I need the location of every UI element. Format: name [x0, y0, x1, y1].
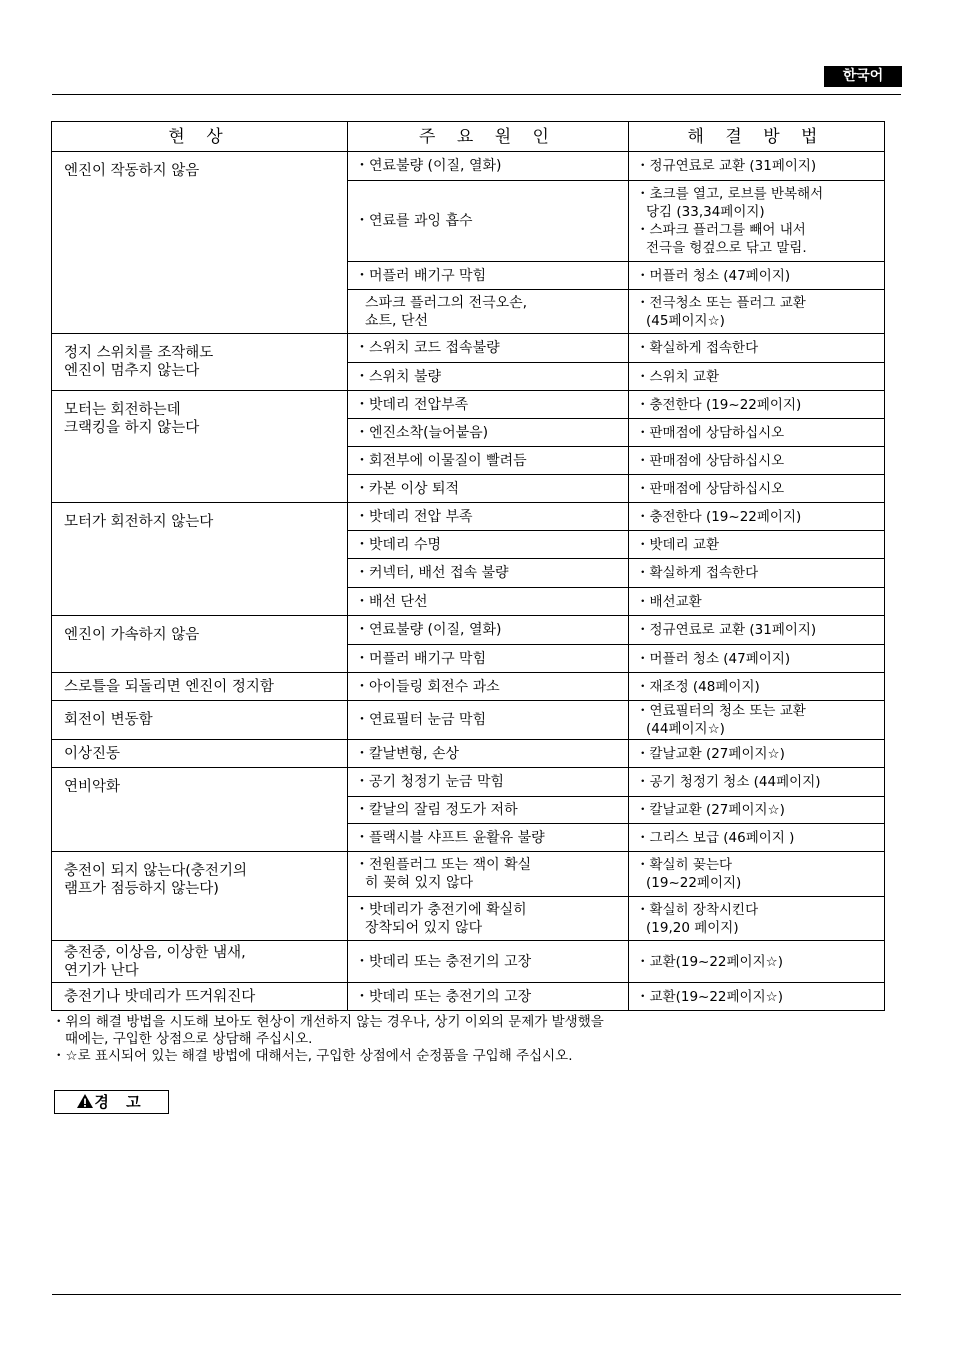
symptom-line: 엔진이 멈추지 않는다: [64, 363, 200, 379]
symptom-cell: [52, 391, 348, 503]
symptom-line: 크랙킹을 하지 않는다: [64, 420, 200, 436]
cause-cell: ・회전부에 이물질이 빨려듬: [348, 447, 629, 475]
cause-cell: ・밧데리 또는 충전기의 고장: [348, 983, 629, 1011]
header-cause: 주 요 원 인: [348, 122, 629, 152]
cause-cell: ・플랙시블 샤프트 윤활유 불량: [348, 824, 629, 852]
footnote-line: 때에는, 구입한 상점으로 상담해 주십시오.: [65, 1031, 313, 1047]
solution-line: 전극을 헝겊으로 닦고 말림.: [646, 240, 807, 256]
symptom-line: 연기가 난다: [64, 962, 139, 979]
table-row: [52, 852, 885, 897]
cause-cell: ・밧데리 또는 충전기의 고장: [348, 941, 629, 983]
symptom-line: 램프가 점등하지 않는다): [64, 881, 219, 897]
table-row: [52, 391, 885, 419]
table-row: [52, 152, 885, 181]
table-row: [52, 334, 885, 363]
cause-line: ・밧데리가 충전기에 확실히: [355, 901, 527, 918]
solution-line: ・연료필터의 청소 또는 교환: [636, 703, 806, 719]
table-row: [52, 701, 885, 740]
solution-cell: ・판매점에 상담하십시오: [629, 447, 885, 475]
table-row: [52, 673, 885, 701]
cause-cell: ・연료필터 눈금 막힘: [348, 701, 629, 740]
cause-cell: ・밧데리 전압 부족: [348, 503, 629, 531]
header-symptom: 현 상: [52, 122, 348, 152]
symptom-cell: 엔진이 작동하지 않음: [52, 152, 348, 334]
language-badge: 한국어: [824, 66, 902, 87]
cause-line: 장착되어 있지 않다: [365, 919, 483, 936]
solution-line: ・전극청소 또는 플러그 교환: [636, 294, 806, 311]
warning-text: 경 고: [94, 1093, 147, 1111]
solution-cell: ・정규연료로 교환 (31페이지): [629, 152, 885, 181]
symptom-line: 충전이 되지 않는다(충전기의: [64, 863, 247, 879]
solution-cell: ・판매점에 상담하십시오: [629, 419, 885, 447]
symptom-cell: 연비악화: [52, 768, 348, 852]
solution-line: (45페이지☆): [646, 312, 725, 329]
solution-cell: ・정규연료로 교환 (31페이지): [629, 616, 885, 645]
solution-cell: ・판매점에 상담하십시오: [629, 475, 885, 503]
cause-cell: [348, 290, 629, 334]
symptom-line: 정지 스위치를 조작해도: [64, 345, 214, 361]
symptom-cell: [52, 941, 348, 983]
solution-cell: ・확실하게 접속한다: [629, 559, 885, 588]
solution-cell: ・머플러 청소 (47페이지): [629, 645, 885, 673]
cause-cell: ・밧데리 수명: [348, 531, 629, 559]
solution-cell: ・충전한다 (19~22페이지): [629, 503, 885, 531]
solution-line: (19,20 페이지): [646, 919, 739, 936]
cause-cell: ・공기 청정기 눈금 막힘: [348, 768, 629, 797]
solution-cell: ・교환(19~22페이지☆): [629, 941, 885, 983]
header-solution: 해 결 방 법: [629, 122, 885, 152]
symptom-cell: 이상진동: [52, 740, 348, 768]
cause-cell: ・밧데리 전압부족: [348, 391, 629, 419]
symptom-cell: 엔진이 가속하지 않음: [52, 616, 348, 673]
solution-cell: ・공기 청정기 청소 (44페이지): [629, 768, 885, 797]
solution-cell: ・칼날교환 (27페이지☆): [629, 740, 885, 768]
table-row: [52, 740, 885, 768]
solution-line: (44페이지☆): [646, 721, 725, 737]
cause-cell: ・머플러 배기구 막힘: [348, 262, 629, 290]
solution-cell: ・칼날교환 (27페이지☆): [629, 797, 885, 824]
table-row: [52, 768, 885, 797]
symptom-cell: [52, 334, 348, 391]
solution-cell: ・스위치 교환: [629, 363, 885, 391]
solution-line: 당김 (33,34페이지): [646, 204, 765, 220]
table-row: [52, 941, 885, 983]
footnotes: [52, 1014, 882, 1065]
top-divider: [52, 94, 901, 95]
table-header-row: [52, 122, 885, 152]
cause-line: ・전원플러그 또는 잭이 확실: [355, 857, 532, 873]
cause-cell: ・스위치 코드 접속불량: [348, 334, 629, 363]
solution-cell: ・밧데리 교환: [629, 531, 885, 559]
cause-cell: ・엔진소착(늘어붙음): [348, 419, 629, 447]
solution-line: ・확실히 꽂는다: [636, 857, 733, 873]
cause-cell: ・커넥터, 배선 접속 불량: [348, 559, 629, 588]
cause-line: 쇼트, 단선: [365, 312, 428, 329]
solution-line: ・확실히 장착시킨다: [636, 901, 759, 918]
solution-cell: ・교환(19~22페이지☆): [629, 983, 885, 1011]
solution-cell: ・충전한다 (19~22페이지): [629, 391, 885, 419]
solution-cell: ・확실하게 접속한다: [629, 334, 885, 363]
footnote-line: ・위의 해결 방법을 시도해 보아도 현상이 개선하지 않는 경우나, 상기 이외의 문제가 발생했을: [52, 1014, 604, 1030]
table-row: [52, 983, 885, 1011]
solution-line: ・초크를 열고, 로브를 반복해서: [636, 186, 824, 202]
symptom-line: 모터는 회전하는데: [64, 402, 181, 418]
cause-cell: [348, 897, 629, 941]
solution-cell: ・배선교환: [629, 588, 885, 616]
symptom-cell: 스로틀을 되돌리면 엔진이 정지함: [52, 673, 348, 701]
cause-cell: ・스위치 불량: [348, 363, 629, 391]
cause-line: 스파크 플러그의 전극오손,: [365, 294, 528, 311]
bottom-divider: [52, 1294, 901, 1295]
symptom-line: 충전중, 이상음, 이상한 냄새,: [64, 944, 246, 961]
cause-cell: ・연료를 과잉 흡수: [348, 181, 629, 262]
solution-cell: ・그리스 보급 (46페이지 ): [629, 824, 885, 852]
solution-cell: [629, 290, 885, 334]
warning-label: [54, 1090, 169, 1114]
warning-triangle-icon: [76, 1093, 94, 1109]
solution-line: (19~22페이지): [646, 875, 742, 891]
cause-cell: ・연료불량 (이질, 열화): [348, 152, 629, 181]
cause-cell: ・연료불량 (이질, 열화): [348, 616, 629, 645]
solution-cell: [629, 701, 885, 740]
symptom-cell: 모터가 회전하지 않는다: [52, 503, 348, 616]
table-row: [52, 503, 885, 531]
table-row: [52, 616, 885, 645]
symptom-cell: [52, 852, 348, 941]
solution-line: ・스파크 플러그를 빼어 내서: [636, 222, 806, 238]
cause-cell: ・카본 이상 퇴적: [348, 475, 629, 503]
symptom-cell: 충전기나 밧데리가 뜨거워진다: [52, 983, 348, 1011]
footnote-line: ・☆로 표시되어 있는 해결 방법에 대해서는, 구입한 상점에서 순정품을 구입해 주십시오.: [52, 1048, 573, 1064]
cause-line: 히 꽂혀 있지 않다: [365, 875, 474, 891]
solution-cell: ・머플러 청소 (47페이지): [629, 262, 885, 290]
symptom-cell: 회전이 변동함: [52, 701, 348, 740]
cause-cell: ・머플러 배기구 막힘: [348, 645, 629, 673]
solution-cell: ・재조정 (48페이지): [629, 673, 885, 701]
solution-cell: [629, 852, 885, 897]
cause-cell: ・칼날의 잘림 정도가 저하: [348, 797, 629, 824]
troubleshooting-table: [51, 121, 885, 1011]
cause-cell: ・배선 단선: [348, 588, 629, 616]
solution-cell: [629, 181, 885, 262]
cause-cell: ・칼날변형, 손상: [348, 740, 629, 768]
solution-cell: [629, 897, 885, 941]
cause-cell: ・아이들링 회전수 과소: [348, 673, 629, 701]
cause-cell: [348, 852, 629, 897]
